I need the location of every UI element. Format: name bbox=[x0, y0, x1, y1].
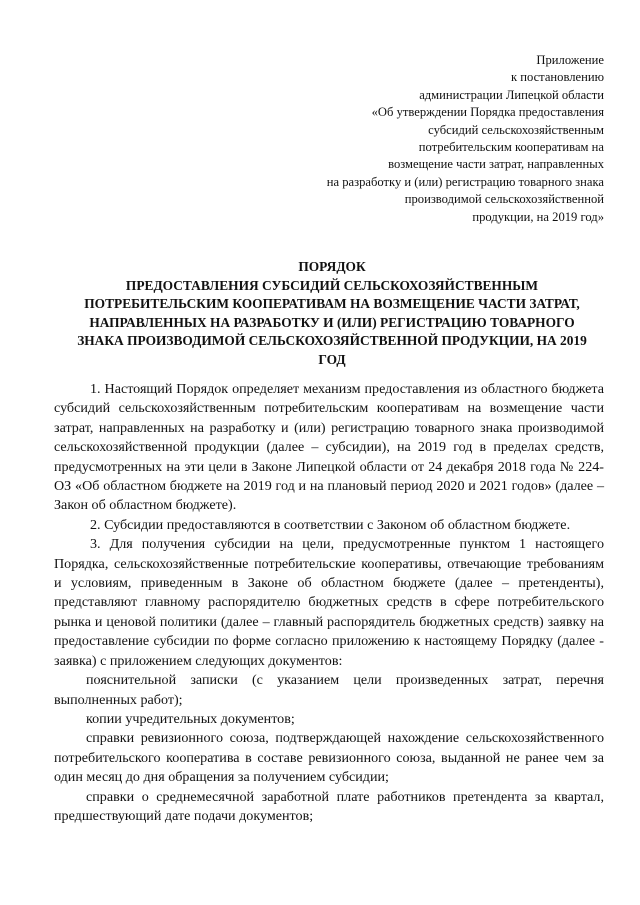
appendix-line: на разработку и (или) регистрацию товарного знака bbox=[326, 174, 604, 189]
title-line: ЗНАКА ПРОИЗВОДИМОЙ СЕЛЬСКОХОЗЯЙСТВЕННОЙ ПРОДУКЦИИ, НА 2019 bbox=[77, 333, 587, 349]
title-line: НАПРАВЛЕННЫХ НА РАЗРАБОТКУ И (ИЛИ) РЕГИСТРАЦИЮ ТОВАРНОГО bbox=[89, 314, 575, 330]
appendix-line: продукции, на 2019 год» bbox=[472, 209, 604, 224]
paragraph-1: 1. Настоящий Порядок определяет механизм предоставления из областного бюджета субсидий сельскохозяйственным потребительским кооперативам на возмещение части затрат, направленных на разработку и (или) регистрацию товарного знака производимой сельскохозяйственной продукции (далее – субсидии), на 2019 год в пределах средств, предусмотренных на эти цели в Законе Липецкой области от 24 декабря 2018 года № 224-ОЗ «Об областном бюджете на 2019 год и на плановый период 2020 и 2021 годов» (далее – Закон об областном бюджете). bbox=[54, 381, 604, 514]
document-body bbox=[54, 380, 604, 826]
appendix-line: администрации Липецкой области bbox=[419, 87, 604, 102]
title-line: ПОТРЕБИТЕЛЬСКИМ КООПЕРАТИВАМ НА ВОЗМЕЩЕНИЕ ЧАСТИ ЗАТРАТ, bbox=[84, 296, 580, 312]
appendix-header bbox=[264, 52, 604, 226]
document-list-item: справки ревизионного союза, подтверждающей нахождение сельскохозяйственного потребительского кооператива в составе ревизионного союза, выданной не ранее чем за один месяц до дня обращения за получением субсидии; bbox=[54, 730, 604, 786]
paragraph-2: 2. Субсидии предоставляются в соответствии с Законом об областном бюджете. bbox=[90, 516, 571, 533]
document-list-item: пояснительной записки (с указанием цели произведенных затрат, перечня выполненных работ); bbox=[54, 672, 604, 708]
title-line: ГОД bbox=[318, 351, 346, 367]
document-title bbox=[52, 258, 612, 370]
paragraph-3: 3. Для получения субсидии на цели, предусмотренные пунктом 1 настоящего Порядка, сельскохозяйственные потребительские кооперативы, отвечающие требованиям и условиям, приведенным в Законе об областном бюджете (далее – претенденты), представляют главному распорядителю бюджетных средств в сфере потребительского рынка и ценовой политики (далее – главный распорядитель бюджетных средств) заявку на предоставление субсидии по форме согласно приложению к настоящему Порядку (далее - заявка) с приложением следующих документов: bbox=[54, 536, 604, 669]
appendix-line: производимой сельскохозяйственной bbox=[404, 192, 604, 207]
title-line: ПОРЯДОК bbox=[298, 259, 366, 274]
title-line: ПРЕДОСТАВЛЕНИЯ СУБСИДИЙ СЕЛЬСКОХОЗЯЙСТВЕННЫМ bbox=[125, 277, 539, 293]
document-list-item: справки о среднемесячной заработной плате работников претендента за квартал, предшествующий дате подачи документов; bbox=[54, 788, 604, 824]
appendix-line: потребительским кооперативам на bbox=[418, 140, 604, 155]
appendix-line: «Об утверждении Порядка предоставления bbox=[371, 105, 604, 120]
document-list-item: копии учредительных документов; bbox=[86, 710, 295, 727]
appendix-line: субсидий сельскохозяйственным bbox=[428, 122, 604, 137]
appendix-line: возмещение части затрат, направленных bbox=[388, 157, 604, 172]
appendix-line: Приложение bbox=[536, 53, 604, 67]
appendix-line: к постановлению bbox=[510, 70, 604, 85]
